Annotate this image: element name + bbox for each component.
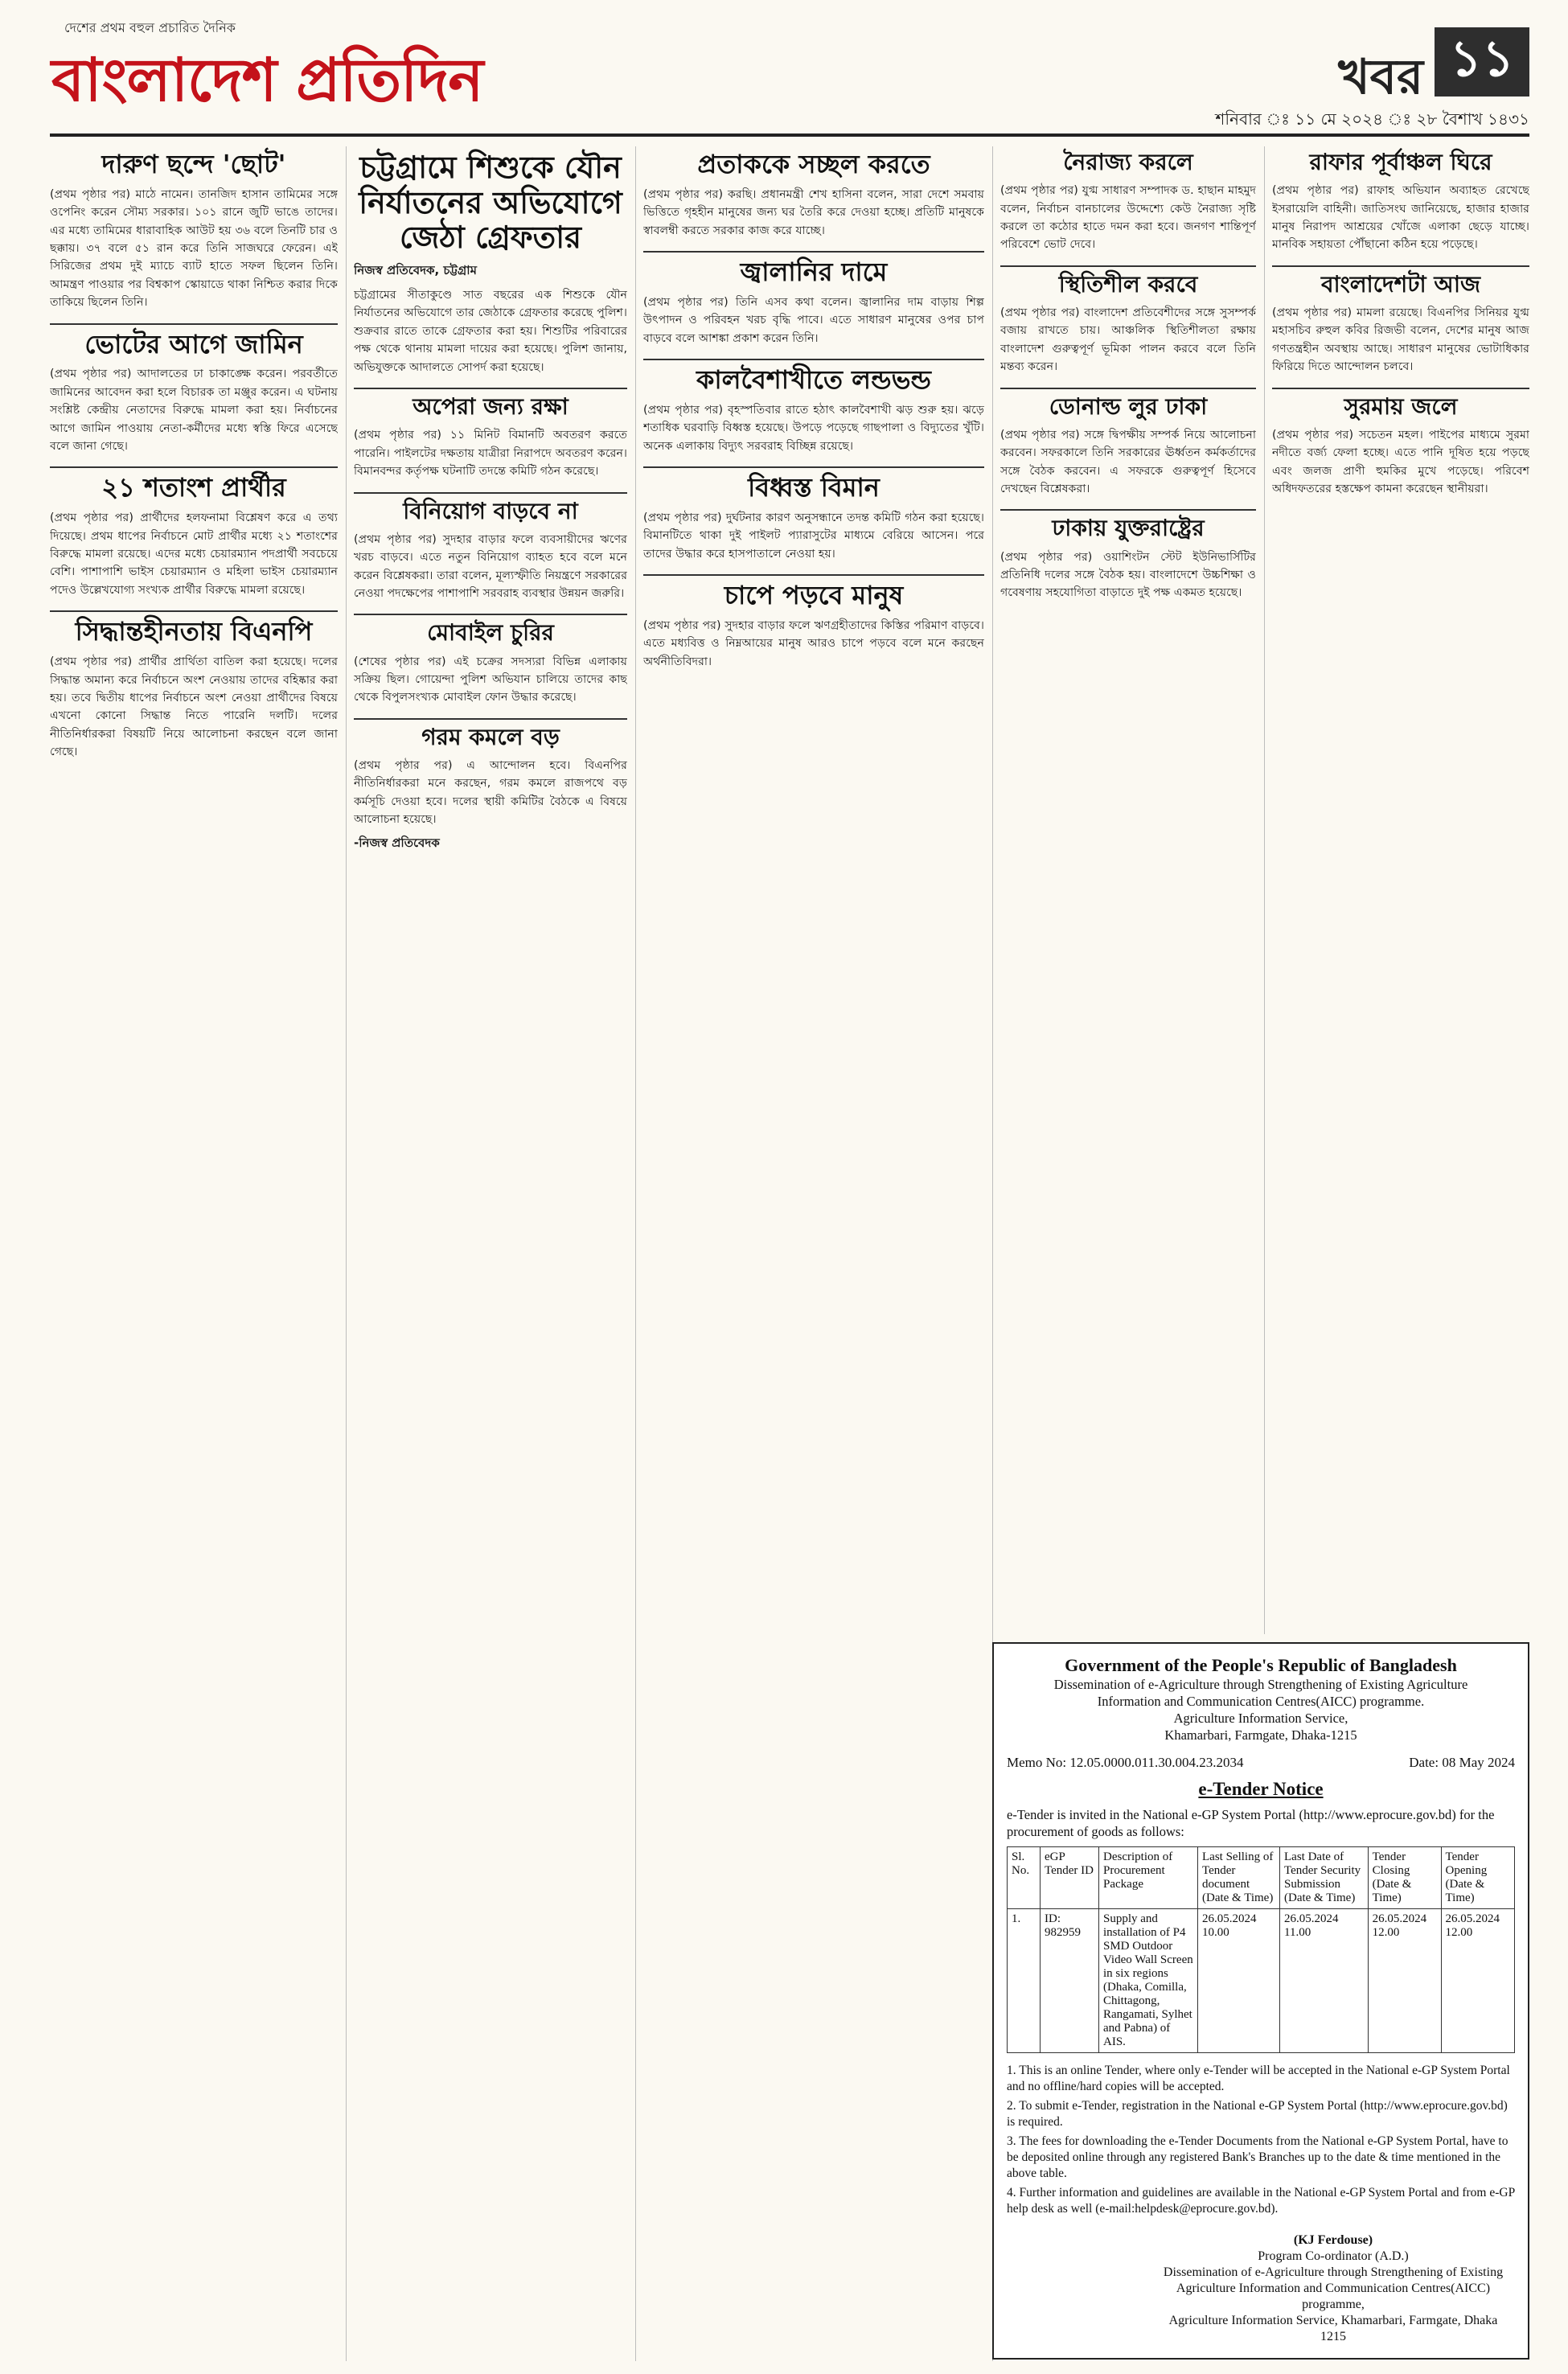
- story-rule: [1000, 265, 1256, 267]
- tender-table-header-row: [1008, 1847, 1515, 1909]
- story-rule: [643, 251, 984, 253]
- story-rule: [50, 466, 338, 468]
- tender-gov-heading: Government of the People's Republic of Bangladesh: [1065, 1655, 1457, 1675]
- headline: স্থিতিশীল করবে: [1058, 270, 1198, 298]
- story-heat-movement: [354, 725, 627, 854]
- story-rule: [354, 718, 627, 720]
- headline: বাংলাদেশটা আজ: [1320, 270, 1481, 298]
- tender-note: 4. Further information and guidelines are available in the National e-GP System Portal and from e-GP help desk as well (e-mail:helpdesk@eprocure.gov.bd).: [1007, 2186, 1515, 2216]
- story-body: (প্রথম পৃষ্ঠার পর) বৃহস্পতিবার রাতে হঠাৎ কালবৈশাখী ঝড় শুরু হয়। ঝড়ে শতাধিক ঘরবাড়ি বিধ্বস্ত হয়েছে। উপড়ে পড়েছে গাছপালা ও বিদ্যুতের খুঁটি। অনেক এলাকায় বিদ্যুৎ সরবরাহ বিচ্ছিন্ন রয়েছে।: [643, 403, 984, 453]
- headline: সিদ্ধান্তহীনতায় বিএনপি: [75, 616, 313, 647]
- story-rule: [1272, 388, 1529, 389]
- tender-subheading: Khamarbari, Farmgate, Dhaka-1215: [1164, 1727, 1357, 1743]
- table-cell: 26.05.2024 10.00: [1198, 1909, 1280, 2053]
- story-rule: [354, 492, 627, 494]
- story-body: (প্রথম পৃষ্ঠার পর) সঙ্গে দ্বিপক্ষীয় সম্পর্ক নিয়ে আলোচনা করবেন। সফরকালে তিনি সরকারের ঊর্ধ্বতন কর্মকর্তাদের সঙ্গে বৈঠক করবেন। এ সফরকে গুরুত্বপূর্ণ হিসেবে দেখছেন বিশ্লেষকরা।: [1000, 428, 1256, 496]
- signoff: -নিজস্ব প্রতিবেদক: [354, 835, 440, 850]
- story-pressure-people: [643, 581, 984, 671]
- tender-memo-line: [1007, 1755, 1515, 1771]
- story-rule: [643, 359, 984, 360]
- tender-subheading: Dissemination of e-Agriculture through Strengthening of Existing Agriculture: [1053, 1677, 1468, 1692]
- story-body: (প্রথম পৃষ্ঠার পর) সুদহার বাড়ার ফলে ঋণগ্রহীতাদের কিস্তির পরিমাণ বাড়বে। এতে মধ্যবিত্ত ও নিম্নআয়ের মানুষ আরও চাপে পড়বে বলে মনে করছেন অর্থনীতিবিদরা।: [643, 618, 984, 668]
- headline: অপেরা জন্য রক্ষা: [413, 393, 569, 421]
- headline: গরম কমলে বড়: [421, 723, 560, 750]
- tender-note: 1. This is an online Tender, where only e-Tender will be accepted in the National e-GP System Portal and no offline/hard copies will be accepted.: [1007, 2064, 1510, 2093]
- table-cell: ID: 982959: [1041, 1909, 1099, 2053]
- table-header: Sl. No.: [1008, 1847, 1041, 1909]
- tender-subheading: Agriculture Information Service,: [1173, 1711, 1348, 1726]
- page-number-badge: ১১: [1435, 27, 1529, 97]
- story-voter-age-jamin: [50, 330, 338, 456]
- story-solvent: [643, 150, 984, 240]
- section-label: খবর: [1338, 49, 1423, 105]
- headline: ২১ শতাংশ প্রার্থীর: [101, 472, 286, 503]
- tender-intro: e-Tender is invited in the National e-GP System Portal (http://www.eprocure.gov.bd) for the procurement of goods as follows:: [1007, 1807, 1495, 1839]
- story-body: (প্রথম পৃষ্ঠার পর) ওয়াশিংটন স্টেট ইউনিভার্সিটির প্রতিনিধি দলের সঙ্গে বৈঠক হয়। বাংলাদেশে উচ্চশিক্ষা ও গবেষণায় সহযোগিতা বাড়াতে দুই পক্ষ একমত হয়েছে।: [1000, 550, 1256, 600]
- table-cell: Supply and installation of P4 SMD Outdoor Video Wall Screen in six regions (Dhaka, Comilla, Chittagong, Rangamati, Sylhet and Pabna) of AIS.: [1099, 1909, 1198, 2053]
- story-donald-lu: [1000, 394, 1256, 499]
- story-dharun-chhonde: [50, 150, 338, 312]
- headline: বিনিয়োগ বাড়বে না: [403, 497, 578, 524]
- story-crashed-plane: [643, 473, 984, 563]
- story-21-shotangsho: [50, 473, 338, 599]
- story-rule: [354, 614, 627, 615]
- tender-note: 2. To submit e-Tender, registration in the National e-GP System Portal (http://www.eprocure.gov.bd) is required.: [1007, 2099, 1508, 2129]
- column-5: [1272, 145, 1529, 1624]
- story-body: (প্রথম পৃষ্ঠার পর) করছি। প্রধানমন্ত্রী শেখ হাসিনা বলেন, সারা দেশে সমবায় ভিত্তিতে গৃহহীন মানুষের জন্য ঘর তৈরি করে দেওয়া হচ্ছে। প্রতিটি মানুষকে স্বাবলম্বী করতে সরকার কাজ করে যাচ্ছে।: [643, 187, 984, 237]
- story-body: (প্রথম পৃষ্ঠার পর) এ আন্দোলন হবে। বিএনপির নীতিনির্ধারকরা মনে করছেন, গরম কমলে রাজপথে বড় কর্মসূচি দেওয়া হবে। দলের স্থায়ী কমিটির বৈঠকে এ বিষয়ে আলোচনা হয়েছে।: [354, 758, 627, 827]
- headline: নৈরাজ্য করলে: [1063, 149, 1193, 175]
- column-divider: [635, 146, 636, 2361]
- story-body: (প্রথম পৃষ্ঠার পর) বাংলাদেশ প্রতিবেশীদের সঙ্গে সুসম্পর্ক বজায় রাখতে চায়। আঞ্চলিক স্থিতিশীলতা রক্ষায় বাংলাদেশ গুরুত্বপূর্ণ ভূমিকা পালন করবে বলে তিনি মন্তব্য করেন।: [1000, 306, 1256, 374]
- story-rule: [1000, 509, 1256, 511]
- story-rule: [354, 388, 627, 389]
- story-bangladesh-today: [1272, 272, 1529, 376]
- story-fuel-price: [643, 257, 984, 347]
- story-body: (প্রথম পৃষ্ঠার পর) সচেতন মহল। পাইপের মাধ্যমে সুরমা নদীতে বর্জ্য ফেলা হচ্ছে। এতে পানি দূষিত হয়ে পড়ছে এবং জলজ প্রাণী হুমকির মুখে পড়েছে। পরিবেশ অধিদফতরের হস্তক্ষেপ কামনা করেছেন স্থানীয়রা।: [1272, 428, 1529, 496]
- headline: চট্টগ্রামে শিশুকে যৌন নির্যাতনের অভিযোগে জেঠা গ্রেফতার: [359, 149, 622, 256]
- story-body: (প্রথম পৃষ্ঠার পর) আদালতের ঢা চাকাঙ্ক্ষে করেন। পরবর্তীতে জামিনের আবেদন করা হলে বিচারক তা মঞ্জুর করেন। এ ঘটনায় সংশ্লিষ্ট কেন্দ্রীয় নেতাদের বিরুদ্ধে মামলা করা হয়। নির্বাচনের আগে জামিন পাওয়ায় নেতা-কর্মীদের মধ্যে স্বস্তি ফিরে এসেছে বলে জানা গেছে।: [50, 368, 338, 454]
- story-rule: [50, 323, 338, 325]
- story-rule: [1000, 388, 1256, 389]
- table-header: Last Date of Tender Security Submission (Date & Time): [1280, 1847, 1369, 1909]
- story-body: (প্রথম পৃষ্ঠার পর) প্রার্থীদের হলফনামা বিশ্লেষণ করে এ তথ্য দিয়েছে। প্রথম ধাপের নির্বাচনে মোট প্রার্থীর মধ্যে ২১ শতাংশের বিরুদ্ধে মামলা রয়েছে। এদের মধ্যে চেয়ারম্যান পদপ্রার্থী সবচেয়ে বেশি। পাশাপাশি ভাইস চেয়ারম্যান ও মহিলা ভাইস চেয়ারম্যান পদেও উল্লেখযোগ্য সংখ্যক প্রার্থীর বিরুদ্ধে মামলা রয়েছে।: [50, 511, 338, 597]
- table-header: Description of Procurement Package: [1099, 1847, 1198, 1909]
- table-header: Tender Closing (Date & Time): [1368, 1847, 1441, 1909]
- column-2: [354, 145, 627, 2364]
- story-rule: [1272, 265, 1529, 267]
- tender-notes: [1007, 2063, 1515, 2217]
- table-header: Tender Opening (Date & Time): [1441, 1847, 1514, 1909]
- headline: বিধ্বস্ত বিমান: [748, 472, 880, 503]
- tender-subheading: Information and Communication Centres(AICC) programme.: [1097, 1694, 1425, 1709]
- story-mobile-theft: [354, 620, 627, 706]
- signatory-office: Agriculture Information Service, Khamarbari, Farmgate, Dhaka 1215: [1168, 2314, 1498, 2343]
- story-body: (প্রথম পৃষ্ঠার পর) মামলা রয়েছে। বিএনপির সিনিয়র যুগ্ম মহাসচিব রুহুল কবির রিজভী বলেন, দেশের মানুষ আজ গণতন্ত্রহীন অবস্থায় আছে। সাধারণ মানুষের ভোটাধিকার ফিরিয়ে দিতে আন্দোলন চলবে।: [1272, 306, 1529, 374]
- story-body: (প্রথম পৃষ্ঠার পর) ১১ মিনিট বিমানটি অবতরণ করতে পারেনি। পাইলটের দক্ষতায় যাত্রীরা নিরাপদে অবতরণ করেন। বিমানবন্দর কর্তৃপক্ষ ঘটনাটি তদন্তে কমিটি গঠন করেছে।: [354, 429, 627, 478]
- tender-title: e-Tender Notice: [1198, 1779, 1324, 1799]
- tender-notice-ad: [992, 1642, 1529, 2360]
- headline: মোবাইল চুরির: [427, 619, 554, 647]
- story-body: (প্রথম পৃষ্ঠার পর) সুদহার বাড়ার ফলে ব্যবসায়ীদের ঋণের খরচ বাড়বে। এতে নতুন বিনিয়োগ ব্যাহত হবে বলে মনে করেন বিশ্লেষকরা। তারা বলেন, মূল্যস্ফীতি নিয়ন্ত্রণে সরকারের নেওয়া পদক্ষেপের পাশাপাশি সরবরাহ ব্যবস্থার উন্নয়ন জরুরি।: [354, 532, 627, 600]
- story-body: (প্রথম পৃষ্ঠার পর) তিনি এসব কথা বলেন। জ্বালানির দাম বাড়ায় শিল্প উৎপাদন ও পরিবহন খরচ বৃদ্ধি পাবে। এতে সাধারণ মানুষের ওপর চাপ বাড়বে বলে আশঙ্কা প্রকাশ করেন তিনি।: [643, 295, 984, 345]
- tender-signature-block: [1156, 2232, 1510, 2345]
- brand-logo: বাংলাদেশ প্রতিদিন: [51, 46, 483, 115]
- headline: সুরমায় জলে: [1344, 392, 1458, 420]
- story-rule: [50, 610, 338, 612]
- story-storm: [643, 365, 984, 455]
- story-investment: [354, 499, 627, 603]
- story-rule: [643, 466, 984, 468]
- story-stability: [1000, 272, 1256, 376]
- column-1: [50, 145, 338, 2364]
- headline: রাফার পূর্বাঞ্চল ঘিরে: [1309, 149, 1492, 175]
- table-header: Last Selling of Tender document (Date & Time): [1198, 1847, 1280, 1909]
- table-row: [1008, 1909, 1515, 2053]
- story-rule: [643, 574, 984, 576]
- byline: নিজস্ব প্রতিবেদক, চট্টগ্রাম: [354, 263, 477, 278]
- table-header: eGP Tender ID: [1041, 1847, 1099, 1909]
- headline: ডোনাল্ড লুর ঢাকা: [1049, 392, 1208, 420]
- story-chattogram-arrest: [354, 150, 627, 376]
- headline: কালবৈশাখীতে লন্ডভন্ড: [696, 364, 931, 396]
- headline: ঢাকায় যুক্তরাষ্ট্রের: [1052, 515, 1205, 542]
- story-us-dhaka: [1000, 515, 1256, 602]
- story-anarchy: [1000, 150, 1256, 254]
- column-divider: [346, 146, 347, 2361]
- dateline: শনিবার ঃ ১১ মে ২০২৪ ঃ ২৮ বৈশাখ ১৪৩১: [1215, 109, 1529, 129]
- table-cell: 1.: [1008, 1909, 1041, 2053]
- tender-date: Date: 08 May 2024: [1409, 1755, 1515, 1770]
- column-divider: [1264, 146, 1265, 1634]
- tender-memo-no: Memo No: 12.05.0000.011.30.004.23.2034: [1007, 1755, 1244, 1770]
- masthead: [50, 18, 1529, 146]
- story-body: (প্রথম পৃষ্ঠার পর) রাফাহ অভিযান অব্যাহত রেখেছে ইসরায়েলি বাহিনী। জাতিসংঘ জানিয়েছে, হাজার হাজার মানুষ নিরাপদ আশ্রয়ের খোঁজে এলাকা ছেড়ে যাচ্ছে। মানবিক সহায়তা পৌঁছানো কঠিন হয়ে পড়েছে।: [1272, 184, 1529, 252]
- brand-tagline: দেশের প্রথম বহুল প্রচারিত দৈনিক: [64, 20, 236, 35]
- tender-table: [1007, 1846, 1515, 2053]
- table-cell: 26.05.2024 11.00: [1280, 1909, 1369, 2053]
- signatory-title: Program Co-ordinator (A.D.): [1258, 2249, 1409, 2263]
- signatory-name: (KJ Ferdouse): [1293, 2233, 1373, 2247]
- table-cell: 26.05.2024 12.00: [1368, 1909, 1441, 2053]
- story-body: চট্টগ্রামের সীতাকুণ্ডে সাত বছরের এক শিশুকে যৌন নির্যাতনের অভিযোগে তার জেঠাকে গ্রেফতার করেছে পুলিশ। শুক্রবার রাতে তাকে গ্রেফতার করা হয়। শিশুটির পরিবারের পক্ষ থেকে থানায় মামলা দায়ের করা হয়েছে। পুলিশ জানায়, অভিযুক্তকে আদালতে সোপর্দ করা হয়েছে।: [354, 289, 627, 374]
- signatory-program: Dissemination of e-Agriculture through Strengthening of Existing Agriculture Information and Communication Centres(AICC) programme,: [1163, 2265, 1504, 2311]
- headline: চাপে পড়বে মানুষ: [724, 580, 904, 611]
- masthead-rule: [50, 133, 1529, 137]
- story-body: (প্রথম পৃষ্ঠার পর) মাঠে নামেন। তানজিদ হাসান তামিমের সঙ্গে ওপেনিং করেন সৌম্য সরকার। ১০১ রানে জুটি ভাঙে তাদের। এর মধ্যে তামিমের ধারাবাহিক আউট হয় ৩৬ বলে তিনটি চার ও ছক্কায়। ৩৭ বলে ৫১ রান করে তিনি সাজঘরে ফেরেন। এই সিরিজের প্রথম দুই ম্যাচে ব্যাট হাতে সফল ছিলেন তিনি। আমন্ত্রণ পাওয়ার পর বিশ্বকাপ স্কোয়াডে থাকা নিশ্চিত করার দিকে তাকিয়ে ছিলেন তিনি।: [50, 187, 338, 310]
- table-cell: 26.05.2024 12.00: [1441, 1909, 1514, 2053]
- column-4: [1000, 145, 1256, 1624]
- tender-note: 3. The fees for downloading the e-Tender Documents from the National e-GP System Portal, have to be deposited online through any registered Bank's Branches up to the date & time mentioned in the above table.: [1007, 2134, 1508, 2180]
- headline: ভোটের আগে জামিন: [84, 328, 303, 359]
- headline: দারুণ ছন্দে 'ছোট': [101, 149, 286, 179]
- column-3: [643, 145, 984, 2364]
- story-rafah: [1272, 150, 1529, 254]
- story-opera-rokkha: [354, 394, 627, 480]
- story-surma: [1272, 394, 1529, 499]
- story-body: (প্রথম পৃষ্ঠার পর) দুর্ঘটনার কারণ অনুসন্ধানে তদন্ত কমিটি গঠন করা হয়েছে। বিমানটিতে থাকা দুই পাইলট প্যারাসুটের মাধ্যমে বেরিয়ে আসেন। পরে তাদের উদ্ধার করে হাসপাতালে নেওয়া হয়।: [643, 511, 984, 561]
- story-body: (প্রথম পৃষ্ঠার পর) প্রার্থীর প্রার্থিতা বাতিল করা হয়েছে। দলের সিদ্ধান্ত অমান্য করে নির্বাচনে অংশ নেওয়ায় তাদের বহিষ্কার করা হয়। তবে দ্বিতীয় ধাপের নির্বাচনে অংশ নেওয়া প্রার্থীদের বিষয়ে এখনো কোনো সিদ্ধান্ত নিতে পারেনি দলটি। দলের নীতিনির্ধারকরা বিষয়টি নিয়ে আলোচনা করছেন বলে জানা গেছে।: [50, 655, 338, 759]
- headline: জ্বালানির দামে: [740, 257, 888, 288]
- story-bnp-indecision: [50, 617, 338, 761]
- story-body: (শেষের পৃষ্ঠার পর) এই চক্রের সদস্যরা বিভিন্ন এলাকায় সক্রিয় ছিল। গোয়েন্দা পুলিশ অভিযান চালিয়ে তাদের কাছ থেকে বিপুলসংখ্যক মোবাইল ফোন উদ্ধার করেছে।: [354, 655, 627, 704]
- story-body: (প্রথম পৃষ্ঠার পর) যুগ্ম সাধারণ সম্পাদক ড. হাছান মাহমুদ বলেন, নির্বাচন বানচালের উদ্দেশ্যে কেউ নৈরাজ্য সৃষ্টি করলে তা কঠোর হাতে দমন করা হবে। জনগণ শান্তিপূর্ণ পরিবেশে ভোট দেবে।: [1000, 184, 1256, 252]
- headline: প্রতাককে সচ্ছল করতে: [697, 149, 930, 179]
